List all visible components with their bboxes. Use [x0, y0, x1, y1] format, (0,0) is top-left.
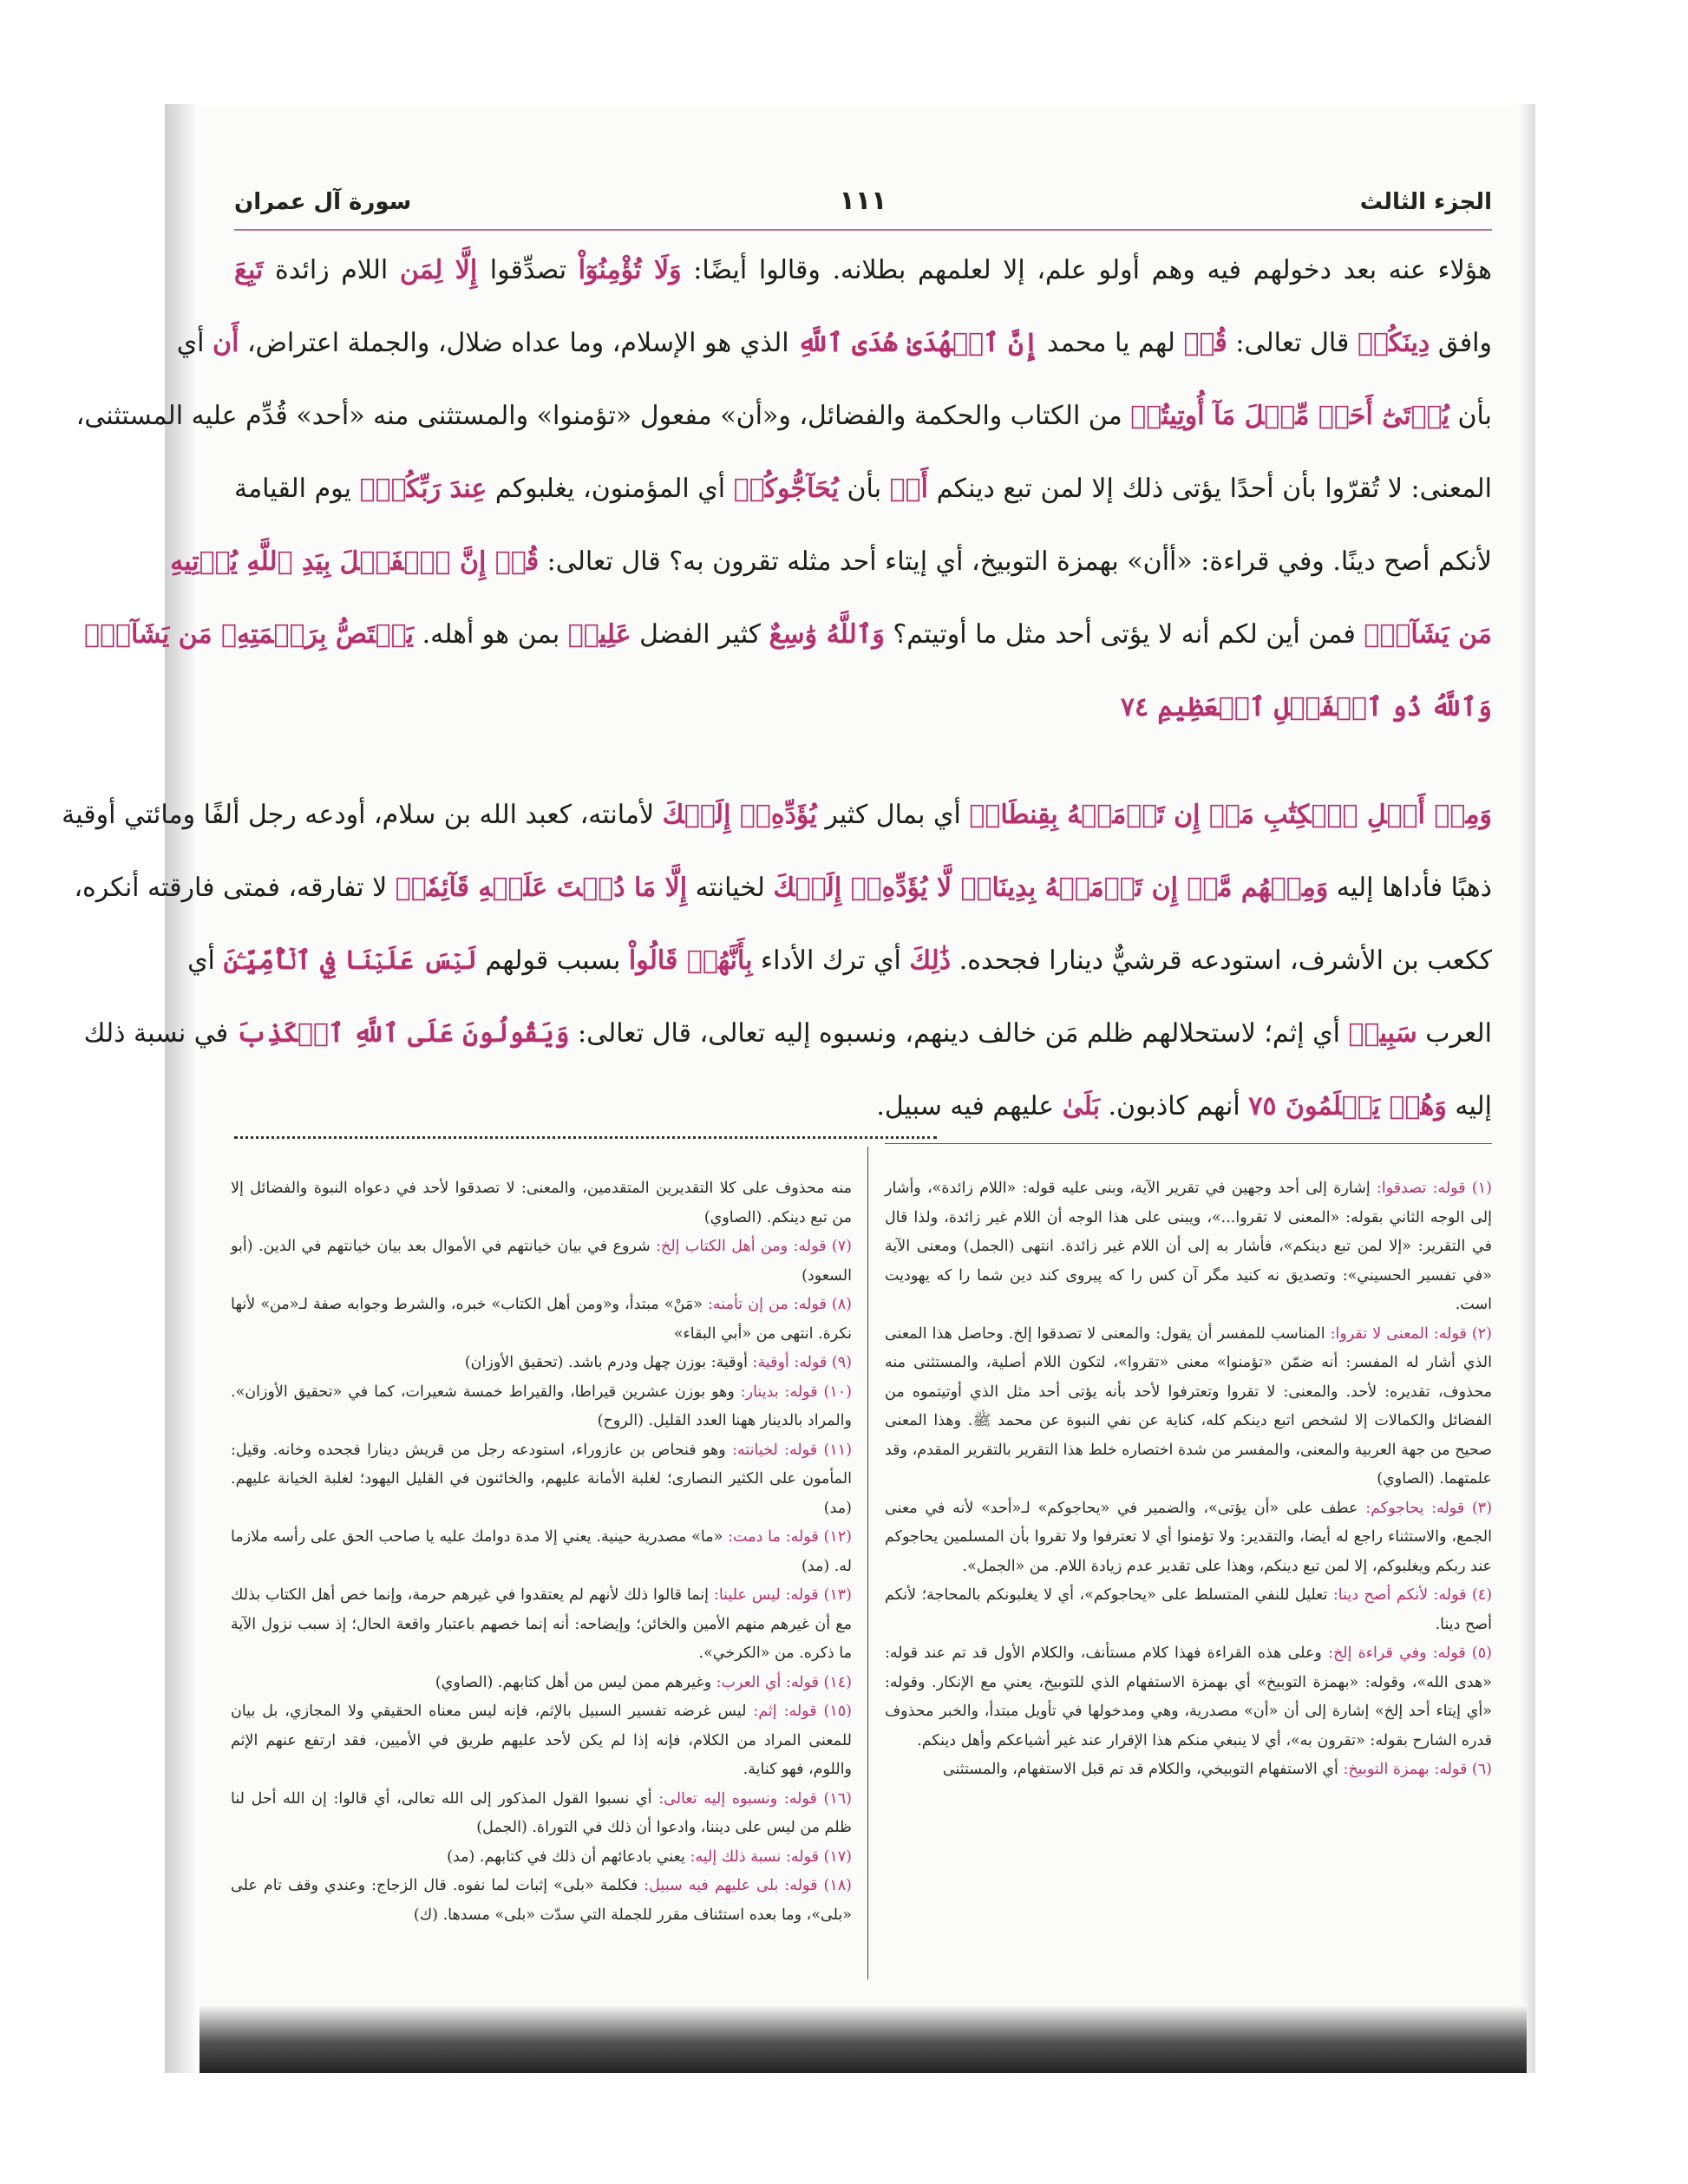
quran-text: سَبِيلٞ — [1348, 1018, 1417, 1049]
commentary-text: ذهبًا فأداها إليه — [1328, 873, 1492, 903]
commentary-text: عليهم فيه سبيل. — [876, 1091, 1063, 1121]
quran-text: قُلۡ إِنَّ ٱلۡفَضۡلَ بِيَدِ ٱللَّهِ يُؤۡتِيهِ — [170, 546, 540, 577]
footnote — [885, 1756, 1492, 1785]
commentary-text: بسبب قولهم — [476, 945, 629, 976]
page-number: ١١١ — [839, 186, 887, 216]
quran-text: مَن يَشَآءُۗ — [1364, 619, 1492, 650]
footnote — [231, 1174, 852, 1233]
quran-text: لَيۡسَ عَلَيۡنَا فِي ٱلۡأُمِّيِّـۧنَ — [223, 945, 477, 976]
commentary-text: لهم يا محمد — [1038, 328, 1184, 358]
quran-text: تَبِعَ — [234, 255, 264, 285]
page-edge-shadow-right — [1518, 104, 1535, 2073]
commentary-text: في نسبة ذلك — [83, 1018, 237, 1049]
quran-text: دِينَكُمۡ — [1357, 328, 1430, 358]
quran-text: وَلَا تُؤْمِنُوٓاْ — [578, 255, 682, 285]
footnote-text: وهو فنحاص بن عازوراء، استودعه رجل من قريش دينارا فجحده وخانه. وقيل: المأمون على الكثير النصارى؛ لغلبة الأمانة عليهم، والخائنون في القليل اليهود؛ لغلبة الخيانة عليهم. (مد) — [231, 1441, 852, 1517]
text-line — [83, 609, 1492, 682]
quran-text: أَن — [213, 328, 239, 358]
footnote — [231, 1233, 852, 1291]
footnote-key: (٦) قوله: بهمزة التوبيخ: — [1343, 1761, 1492, 1778]
quran-text: وَٱللَّهُ وَٰسِعٌ — [769, 619, 885, 650]
footnotes-right-column — [885, 1174, 1492, 1785]
quran-text: قُلۡ — [1183, 328, 1227, 358]
quran-text: قَالُواْ — [628, 945, 687, 976]
footnote-key: (١٧) قوله: نسبة ذلك إليه: — [690, 1847, 852, 1866]
footnote-text: أي نسبوا القول المذكور إلى الله تعالى، أي قالوا: إن الله أحل لنا ظلم من ليس على ديننا، وادعوا أن ذلك في التوراة. (الجمل) — [231, 1789, 852, 1836]
quran-text: أَوۡ — [889, 474, 928, 504]
footnote — [231, 1378, 852, 1436]
commentary-text: من الكتاب والحكمة والفضائل، و«أن» مفعول «تؤمنوا» والمستثنى منه «أحد» قُدِّم عليه المستثنى، — [75, 401, 1131, 431]
commentary-text: اللام زائدة — [263, 255, 400, 285]
footnote — [231, 1669, 852, 1698]
commentary-text: تصدِّقوا — [489, 255, 579, 285]
footnote-text: المناسب للمفسر أن يقول: والمعنى لا تصدقوا إلخ. وحاصل هذا المعنى الذي أشار له المفسر: أنه ضمّن «تؤمنوا» معنى «تقروا»، لتكون اللام أصلية، والمستثنى منه محذوف، تقديره: لأحد. والمعنى: لا تقروا وتعترفوا لأحد بأنه يؤتى أحد مثل الذي أوتيتموه من الفضائل والكمالات إلا لشخص اتبع دينكم كله، كناية عن نفي النبوة عن محمد ﷺ. وهذا المعنى صحيح من جهة العربية والمعنى، والمفسر من شدة اختصاره خلط هذا التقرير بالتقرير المقدم، وقد علمتهما. (الصاوي) — [885, 1324, 1492, 1488]
footnote — [231, 1291, 852, 1349]
commentary-text: أي ترك الأداء — [752, 945, 910, 976]
commentary-text: بمن هو أهله. — [414, 619, 568, 650]
quran-text: وَيَقُولُونَ عَلَى ٱللَّهِ ٱلۡكَذِبَ — [236, 1018, 570, 1049]
footnote-text: أوقية: بوزن چهل ودرم باشد. (تحقيق الأوزان) — [464, 1354, 753, 1371]
footnote-key: (٤) قوله: لأنكم أصح دينا: — [1332, 1586, 1493, 1604]
footnote — [885, 1494, 1492, 1582]
text-line — [187, 935, 1492, 1008]
quran-text: يُحَآجُّوكُمۡ — [733, 474, 839, 504]
footnote — [885, 1320, 1492, 1494]
quran-text: وَٱللَّهُ ذُو ٱلۡفَضۡلِ ٱلۡعَظِيمِ ٧٤ — [1120, 692, 1492, 723]
quran-text: وَمِنۡ أَهۡلِ ٱلۡكِتَٰبِ مَنۡ إِن تَأۡمَنۡهُ بِقِنطَارٖ — [969, 800, 1492, 830]
commentary-text: قال تعالى: — [1227, 328, 1358, 358]
commentary-text: لأنكم أصح دينًا. وفي قراءة: «أأن» بهمزة التوبيخ، أي إيتاء أحد مثله تقرون به؟ قال تعالى: — [539, 546, 1492, 577]
quran-text: عِندَ رَبِّكُمۡۗ — [359, 474, 487, 504]
column-divider — [867, 1147, 868, 1979]
book-page — [62, 106, 1518, 2005]
text-line — [170, 536, 1492, 609]
footnote-text: «مَنْ» مبتدأ، و«ومن أهل الكتاب» خبره، والشرط وجوابه صفة لـ«من» لأنها نكرة. انتهى من «أبي البقاء» — [231, 1296, 852, 1343]
footnote-key: (١٥) قوله: إثم: — [753, 1703, 852, 1720]
main-text — [62, 245, 1493, 1154]
commentary-text: وافق — [1430, 328, 1492, 358]
commentary-text: ككعب بن الأشرف، استودعه قرشيٌّ دينارا فجحده. — [951, 945, 1492, 976]
footnote-text: فكلمة «بلى» إثبات لما نفوه. قال الزجاج: وعندي وقف تام على «بلى»، وما بعده استئناف مقرر للجملة التي سدّت «بلى» مسدها. (ك) — [231, 1877, 852, 1924]
quran-text: وَهُمۡ يَعۡلَمُونَ ٧٥ — [1248, 1091, 1447, 1121]
footnote-text: وغيرهم ممن ليس من أهل كتابهم. (الصاوي) — [435, 1673, 716, 1691]
footnote — [885, 1174, 1492, 1320]
quran-text: يَخۡتَصُّ بِرَحۡمَتِهِۦ مَن يَشَآءُۗ — [83, 619, 415, 650]
footnote-text: وهو بوزن عشرين قيراطا، والقيراط خمسة شعيرات، كما في «تحقيق الأوزان». والمراد بالدينار ههنا العدد القليل. (الروح) — [231, 1383, 852, 1429]
text-line — [62, 789, 1492, 862]
quran-text: ذَٰلِكَ — [909, 945, 952, 976]
commentary-text: أي بمال كثير — [816, 800, 970, 830]
footnote-key: (١١) قوله: لخيانته: — [732, 1441, 853, 1459]
footnote-key: (٩) قوله: أوقية: — [752, 1354, 852, 1371]
commentary-text: أي المؤمنون، يغلبوكم — [487, 474, 734, 504]
footnote-key: (١٨) قوله: بلى عليهم فيه سبيل: — [644, 1877, 852, 1894]
footnote — [231, 1785, 852, 1843]
footnote-key: (٢) قوله: المعنى لا تقروا: — [1330, 1324, 1492, 1343]
text-line — [74, 862, 1492, 935]
footnote-separator — [885, 1143, 1492, 1144]
footnote-text: إشارة إلى أحد وجهين في تقرير الآية، وبنى عليه قوله: «اللام زائدة»، وأشار إلى الوجه الثاني بقوله: «المعنى لا تقروا...»، ويبنى على هذا الوجه أن اللام غير زائدة، ولذا قال في التقرير: «إلا لمن تبع دينكم»، فأشار به إلى أن اللام غير زائدة. انتهى (الجمل) ومعنى الآية «في تفسير الحسيني»: وتصديق نه كنيد مگر آن کس را که پیروی کند دین شما را که یهودیت است. — [885, 1180, 1492, 1313]
footnote — [231, 1581, 852, 1669]
footnote-text: ليس غرضه تفسير السبيل بالإثم، فإنه ليس معناه الحقيقي ولا المجازي، بل بيان للمعنى المراد من الكلام، فإنه إذا لم يكن لأحد عليهم طريق في الأميين، فقد ارتفع عنهم الإثم واللوم، فهو كناية. — [231, 1703, 852, 1778]
quran-text: إِلَّا مَا دُمۡتَ عَلَيۡهِ قَآئِمٗاۗ — [395, 873, 688, 903]
footnote-text: «ما» مصدرية حينية. يعني إلا مدة دوامك عليه يا صاحب الحق على رأسه ملازما له. (مد) — [231, 1528, 852, 1575]
page-bottom-shadow — [200, 2004, 1527, 2073]
footnote-text: يعني بادعائهم أن ذلك في كتابهم. (مد) — [447, 1847, 690, 1866]
commentary-text: فمن أين لكم أنه لا يؤتى أحد مثل ما أوتيتم؟ — [884, 619, 1364, 650]
dotted-separator — [234, 1136, 937, 1139]
page-header — [234, 182, 1492, 231]
footnote-text: عطف على «أن يؤتى»، والضمير في «يحاجوكم» لـ«أحد» لأنه في معنى الجمع، والاستثناء راجع له أيضا، والتقدير: ولا تؤمنوا أي لا تعترفوا ولا تقروا بأن المسلمين يحاجوكم عند ربكم ويغلبوكم، إلا لمن تبع دينكم، وهذا على تقدير عدم زيادة اللام. من «الجمل». — [885, 1499, 1492, 1575]
footnotes-left-column — [231, 1174, 852, 1930]
quran-text: إِلَّا لِمَن — [399, 255, 490, 285]
footnote-key: (٧) قوله: ومن أهل الكتاب إلخ: — [656, 1238, 852, 1255]
footnote — [231, 1436, 852, 1524]
commentary-text: أي إثم؛ لاستحلالهم ظلم مَن خالف دينهم، ونسبوه إليه تعالى، قال تعالى: — [569, 1018, 1349, 1049]
footnote-key: (٣) قوله: يحاجوكم: — [1365, 1499, 1493, 1517]
footnote-key: (١٦) قوله: ونسبوه إليه تعالى: — [658, 1789, 852, 1808]
text-line — [75, 390, 1492, 463]
commentary-text: لا تفارقه، فمتى فارقته أنكره، — [74, 873, 396, 903]
footnote-key: (١٤) قوله: أي العرب: — [716, 1673, 852, 1691]
commentary-text: لخيانته — [687, 873, 774, 903]
commentary-text: أنهم كاذبون. — [1099, 1091, 1249, 1121]
footnote-key: (٥) قوله: وفي قراءة إلخ: — [1328, 1645, 1492, 1662]
footnote-text: أي الاستفهام التوبيخي، والكلام قد تم قبل الاستفهام، والمستثنى — [942, 1761, 1344, 1778]
commentary-text: المعنى: لا تُقرّوا بأن أحدًا يؤتى ذلك إلا لمن تبع دينكم — [928, 474, 1493, 504]
commentary-text: يوم القيامة — [234, 474, 360, 504]
footnote-key: (١٢) قوله: ما دمت: — [728, 1528, 852, 1546]
text-line — [234, 245, 1492, 317]
footnote-key: (١) قوله: تصدقوا: — [1376, 1180, 1492, 1197]
commentary-text: أي — [187, 945, 224, 976]
part-title: الجزء الثالث — [1359, 189, 1492, 215]
quran-text: وَمِنۡهُم مَّنۡ إِن تَأۡمَنۡهُ بِدِينَارٖ لَّا يُؤَدِّهِۦٓ إِلَيۡكَ — [773, 873, 1329, 903]
commentary-text: إليه — [1446, 1091, 1492, 1121]
text-line — [234, 463, 1492, 536]
commentary-text: لأمانته، كعبد الله بن سلام، أودعه رجل ألفًا ومائتي أوقية — [62, 800, 663, 830]
commentary-text: العرب — [1416, 1018, 1492, 1049]
footnote — [231, 1843, 852, 1873]
footnote-text: إنما قالوا ذلك لأنهم لم يعتقدوا في غيرهم حرمة، وإنما خص أهل الكتاب بذلك مع أن غيرهم منهم الأمين والخائن؛ وإيضاحه: أنه إنما خصهم باعتبار واقعة الحال؛ إذ سبب نزول الآية ما ذكره. من «الكرخي». — [231, 1586, 852, 1662]
footnote — [885, 1581, 1492, 1639]
footnote-key: (١٣) قوله: ليس علينا: — [713, 1586, 852, 1604]
surah-title: سورة آل عمران — [234, 189, 412, 215]
quran-text: عَلِيمٞ — [567, 619, 631, 650]
commentary-text: بأن — [1449, 401, 1492, 431]
quran-text: إِنَّ ٱلۡهُدَىٰ هُدَى ٱللَّهِ — [797, 328, 1039, 358]
commentary-text: هؤلاء عنه بعد دخولهم فيه وهم أولو علم، إلا لعلمهم بطلانه. وقالوا أيضًا: — [681, 255, 1493, 285]
quran-text: يُؤۡتَىٰٓ أَحَدٞ مِّثۡلَ مَآ أُوتِيتُمۡ — [1130, 401, 1449, 431]
footnote-text: منه محذوف على كلا التقديرين المتقدمين، والمعنى: لا تصدقوا لأحد في دعواه النبوة والفضائل إلا من تبع دينكم. (الصاوي) — [231, 1180, 852, 1226]
commentary-text: الذي هو الإسلام، وما عداه ضلال، والجملة اعتراض، — [239, 328, 798, 358]
footnote — [231, 1349, 852, 1378]
commentary-text: كثير الفضل — [631, 619, 769, 650]
footnote — [231, 1872, 852, 1930]
footnote-text: تعليل للنفي المتسلط على «يحاجوكم»، أي لا يغلبونكم بالمحاجة؛ لأنكم أصح دينا. — [885, 1586, 1492, 1633]
header-rule — [234, 229, 1492, 231]
footnote — [231, 1523, 852, 1581]
footnote-text: شروع في بيان خيانتهم في الأموال بعد بيان خيانتهم في الدين. (أبو السعود) — [231, 1238, 852, 1285]
text-line — [83, 1008, 1492, 1081]
footnote-text: وعلى هذه القراءة فهذا كلام مستأنف، والكلام الأول قد تم عند قوله: «هدى الله»، وقوله: «بهمزة التوبيخ» أي بهمزة الاستفهام الذي للتوبيخ، يعني مع الإنكار. وقوله: «أي إيتاء أحد إلخ» إشارة إلى أن «أن» مصدرية، وهي ومدخولها في تأويل مبتدأ، والخبر محذوف قدره الشارح بقوله: «تقرون به»، أي لا ينبغي منكم هذا الإقرار عند غير أشياعكم وأهل دينكم. — [885, 1645, 1492, 1749]
text-line — [176, 317, 1492, 390]
commentary-text: أي — [176, 328, 213, 358]
footnote — [885, 1639, 1492, 1756]
commentary-text: بأن — [838, 474, 890, 504]
text-line — [234, 682, 1492, 755]
footnote — [231, 1697, 852, 1785]
quran-text: بَلَىٰ — [1062, 1091, 1100, 1121]
footnote-key: (٨) قوله: من إن تأمنه: — [708, 1296, 852, 1313]
footnote-key: (١٠) قوله: بدينار: — [740, 1383, 852, 1401]
quran-text: يُؤَدِّهِۦٓ إِلَيۡكَ — [662, 800, 817, 830]
verse-gap — [234, 755, 1492, 789]
quran-text: بِأَنَّهُمۡ — [686, 945, 753, 976]
